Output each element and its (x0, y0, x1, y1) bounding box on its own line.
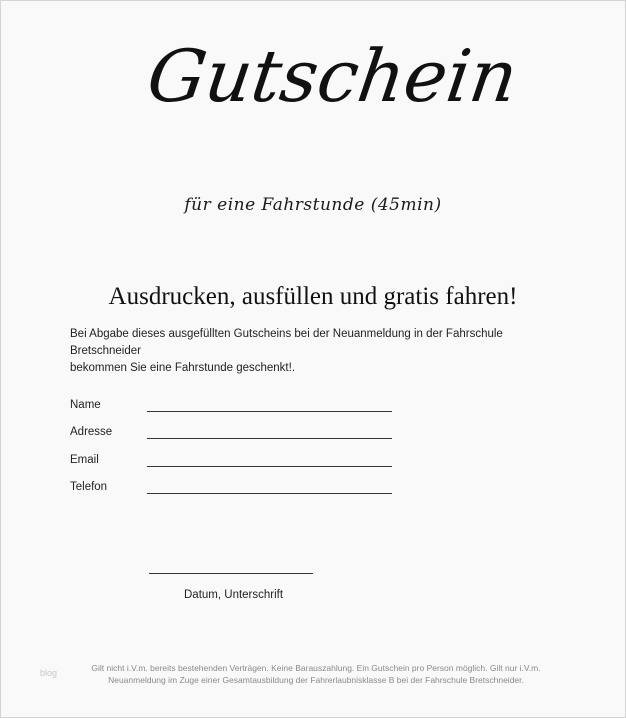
field-phone-label: Telefon (70, 481, 108, 493)
field-address-line[interactable] (147, 438, 392, 439)
voucher-title-text: Gutschein (142, 35, 523, 119)
voucher-footer (71, 662, 561, 686)
field-name-line[interactable] (147, 411, 392, 412)
watermark: blog (40, 668, 58, 678)
voucher-headline: Ausdrucken, ausfüllen und gratis fahren! (108, 283, 518, 310)
field-name[interactable] (70, 399, 400, 415)
field-address[interactable] (70, 426, 400, 442)
voucher-title-script (142, 29, 523, 139)
voucher-intro (70, 326, 570, 377)
field-address-label: Adresse (70, 426, 113, 438)
field-phone-line[interactable] (147, 493, 392, 494)
signature-label: Datum, Unterschrift (184, 589, 284, 601)
field-email[interactable] (70, 454, 400, 470)
field-name-label: Name (70, 399, 101, 411)
field-email-label: Email (70, 454, 99, 466)
voucher-title (142, 29, 523, 139)
voucher-subtitle: für eine Fahrstunde (45min) (184, 195, 442, 215)
field-phone[interactable] (70, 481, 400, 497)
footer-line-2: Neuanmeldung im Zuge einer Gesamtausbildung der Fahrerlaubnisklasse B bei der Fahrschule Bretschneider. (108, 675, 524, 685)
signature-line[interactable] (149, 573, 313, 574)
field-email-line[interactable] (147, 466, 392, 467)
intro-line-1: Bei Abgabe dieses ausgefüllten Gutscheins bei der Neuanmeldung in der Fahrschule Bretschneider (70, 328, 503, 357)
intro-line-2: bekommen Sie eine Fahrstunde geschenkt!. (70, 362, 296, 374)
footer-line-1: Gilt nicht i.V.m. bereits bestehenden Verträgen. Keine Barauszahlung. Ein Gutschein pro Person möglich. Gilt nur i.V.m. (91, 663, 541, 673)
